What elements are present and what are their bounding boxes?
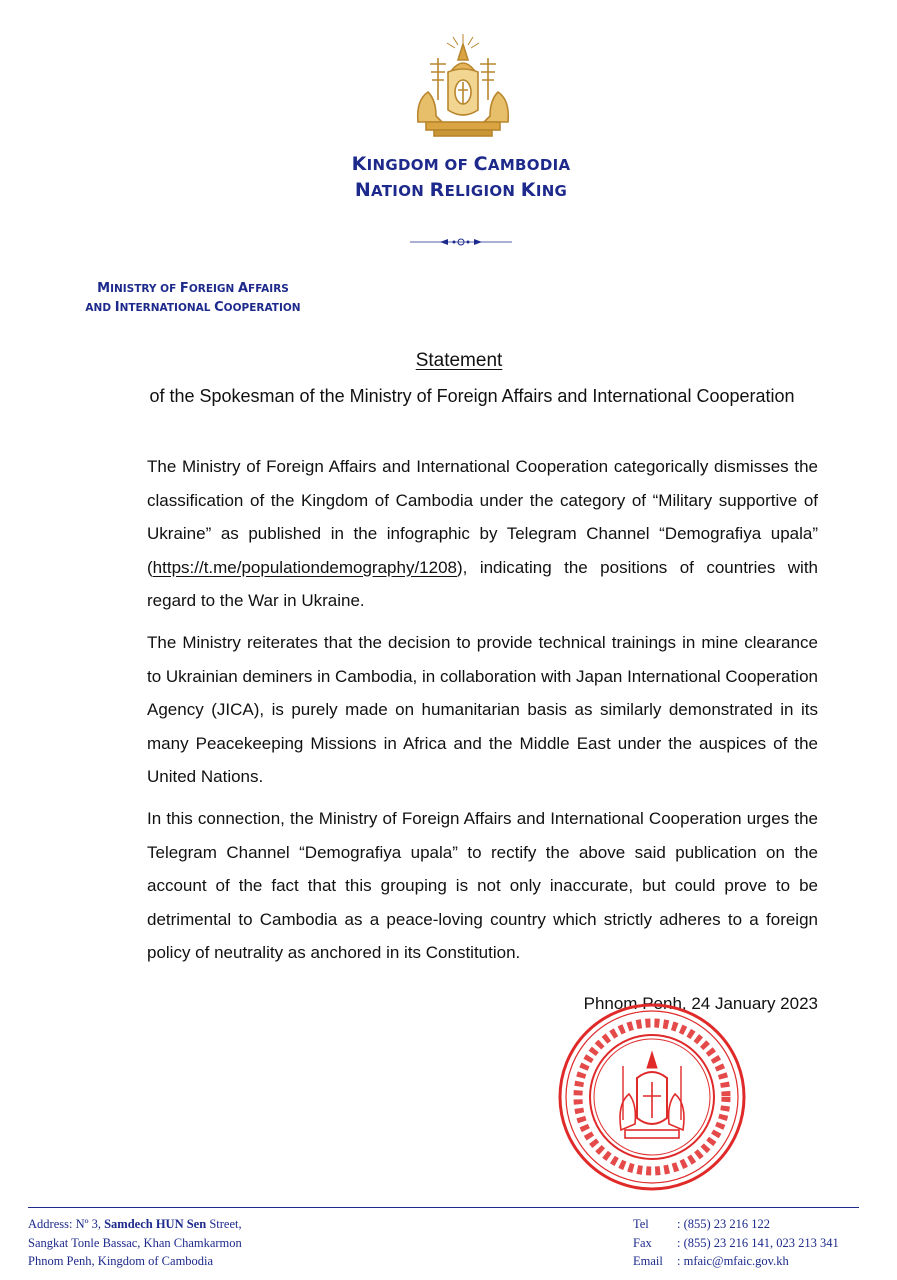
statement-title: Statement: [415, 350, 503, 371]
statement-subtitle: of the Spokesman of the Ministry of Foreign Affairs and International Cooperation: [149, 386, 795, 406]
footer-divider: [28, 1207, 859, 1208]
contact-tel: Tel : (855) 23 216 122: [633, 1217, 771, 1231]
paragraph-2: The Ministry reiterates that the decision to provide technical trainings in mine clearance to Ukrainian deminers in Cambodia, in collaboration with Japan International Cooperation Agency (JICA), is purely made on humanitarian basis as similarly demonstrated in its many Peacekeeping Missions in Africa and the Middle East under the auspices of the United Nations.: [147, 633, 818, 786]
kingdom-title: KINGDOM OF CAMBODIA: [351, 153, 571, 175]
footer-contact: [633, 1215, 883, 1271]
statement-date: Phnom Penh, 24 January 2023: [583, 994, 818, 1013]
ministry-name-line-2: AND INTERNATIONAL COOPERATION: [85, 300, 301, 315]
official-seal-icon: [555, 1000, 749, 1194]
ornament-divider-icon: [410, 236, 512, 248]
paragraph-1: The Ministry of Foreign Affairs and International Cooperation categorically dismisses the classification of the Kingdom of Cambodia under the category of “Military supportive of Ukraine” as published in the infographic by Telegram Channel “Demografiya upala” (https://t.me/populationdemography/1208), indicating the positions of countries with regard to the War in Ukraine.: [147, 457, 818, 610]
statement-body: [147, 450, 818, 978]
email-link[interactable]: : mfaic@mfaic.gov.kh: [677, 1254, 789, 1268]
paragraph-3: In this connection, the Ministry of Foreign Affairs and International Cooperation urges the Telegram Channel “Demografiya upala” to rectify the above said publication on the account of the fact that this grouping is not only inaccurate, but could prove to be detrimental to Cambodia as a peace-loving country which strictly adheres to a foreign policy of neutrality as anchored in its Constitution.: [147, 809, 818, 962]
footer-address: Address: Nº 3, Samdech HUN Sen Street, Sangkat Tonle Bassac, Khan Chamkarmon Phnom Penh, Kingdom of Cambodia: [28, 1217, 242, 1268]
contact-fax: Fax : (855) 23 216 141, 023 213 341: [633, 1235, 839, 1250]
ministry-name-line-1: MINISTRY OF FOREIGN AFFAIRS: [97, 281, 289, 296]
contact-email: Email : mfaic@mfaic.gov.kh: [633, 1254, 789, 1268]
telegram-link[interactable]: https://t.me/populationdemography/1208: [152, 557, 457, 577]
national-motto: NATION RELIGION KING: [354, 179, 568, 201]
royal-arms-emblem-icon: [408, 30, 518, 142]
